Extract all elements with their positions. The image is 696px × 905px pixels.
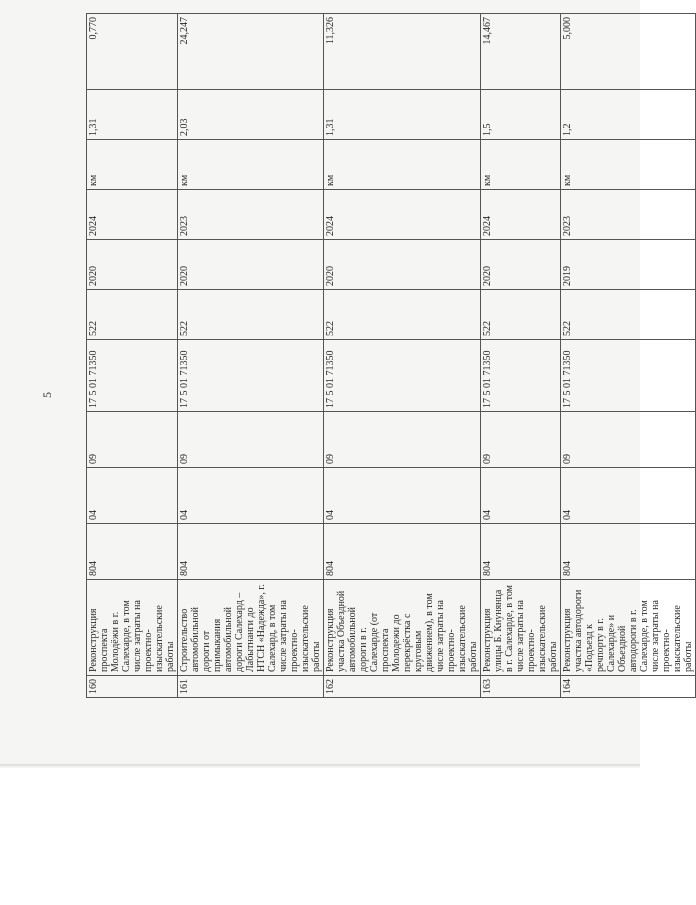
- pr-code: 09: [178, 412, 324, 468]
- table-row: [561, 14, 696, 698]
- csr-code: 17 5 01 71350: [481, 340, 561, 412]
- object-name: Реконструкция участка автодороги «Подъезд к речпорту в г. Салехарде» и Объездной автодороги в г. Салехарде, в том числе затраты на проектно-изыскательские работы: [561, 580, 696, 676]
- capacity: 2,03: [178, 90, 324, 140]
- row-number: 161: [178, 676, 324, 698]
- csr-code: 17 5 01 71350: [324, 340, 481, 412]
- table-row: [324, 14, 481, 698]
- object-name: Реконструкция улицы Б. Кнунянца в г. Салехарде, в том числе затраты на проектно-изыскательские работы: [481, 580, 561, 676]
- object-name: Реконструкция проспекта Молодёжи в г. Салехарде, в том числе затраты на проектно-изыскательские работы: [87, 580, 178, 676]
- unit: км: [481, 140, 561, 190]
- pr-code: 09: [481, 412, 561, 468]
- pr-code: 09: [561, 412, 696, 468]
- grbs-code: 804: [481, 524, 561, 580]
- vr-code: 522: [87, 290, 178, 340]
- start-year: 2020: [481, 240, 561, 290]
- start-year: 2020: [324, 240, 481, 290]
- csr-code: 17 5 01 71350: [87, 340, 178, 412]
- capacity: 1,2: [561, 90, 696, 140]
- start-year: 2019: [561, 240, 696, 290]
- rz-code: 04: [561, 468, 696, 524]
- grbs-code: 804: [561, 524, 696, 580]
- amount: 11,326: [324, 14, 481, 90]
- row-number: 163: [481, 676, 561, 698]
- grbs-code: 804: [87, 524, 178, 580]
- investment-table: [86, 13, 696, 698]
- row-number: 164: [561, 676, 696, 698]
- end-year: 2024: [87, 190, 178, 240]
- grbs-code: 804: [178, 524, 324, 580]
- unit: км: [324, 140, 481, 190]
- page-number: 5: [40, 392, 54, 398]
- table-row: [481, 14, 561, 698]
- capacity: 1,31: [324, 90, 481, 140]
- vr-code: 522: [178, 290, 324, 340]
- csr-code: 17 5 01 71350: [561, 340, 696, 412]
- object-name: Строительство автомобильной дороги от примыкания автомобильной дороги Салехард – Лабытнанги до НТСН «Надежда», г. Салехард, в том числе затраты на проектно-изыскательские работы: [178, 580, 324, 676]
- table-row: [178, 14, 324, 698]
- end-year: 2024: [324, 190, 481, 240]
- vr-code: 522: [481, 290, 561, 340]
- rz-code: 04: [324, 468, 481, 524]
- capacity: 1,5: [481, 90, 561, 140]
- rz-code: 04: [481, 468, 561, 524]
- unit: км: [87, 140, 178, 190]
- pr-code: 09: [324, 412, 481, 468]
- row-number: 160: [87, 676, 178, 698]
- capacity: 1,31: [87, 90, 178, 140]
- row-number: 162: [324, 676, 481, 698]
- unit: км: [178, 140, 324, 190]
- end-year: 2024: [481, 190, 561, 240]
- table-row: [87, 14, 178, 698]
- amount: 14,467: [481, 14, 561, 90]
- csr-code: 17 5 01 71350: [178, 340, 324, 412]
- end-year: 2023: [561, 190, 696, 240]
- unit: км: [561, 140, 696, 190]
- object-name: Реконструкция участка Объездной автомобильной дороги в г. Салехарде (от проспекта Молодежи до перекрёстка с круговым движением), в том числе затраты на проектно-изыскательские работы: [324, 580, 481, 676]
- page-edge-shadow: [0, 764, 640, 768]
- pr-code: 09: [87, 412, 178, 468]
- end-year: 2023: [178, 190, 324, 240]
- vr-code: 522: [324, 290, 481, 340]
- grbs-code: 804: [324, 524, 481, 580]
- rz-code: 04: [87, 468, 178, 524]
- vr-code: 522: [561, 290, 696, 340]
- start-year: 2020: [178, 240, 324, 290]
- rz-code: 04: [178, 468, 324, 524]
- amount: 5,000: [561, 14, 696, 90]
- start-year: 2020: [87, 240, 178, 290]
- amount: 24,247: [178, 14, 324, 90]
- amount: 0,770: [87, 14, 178, 90]
